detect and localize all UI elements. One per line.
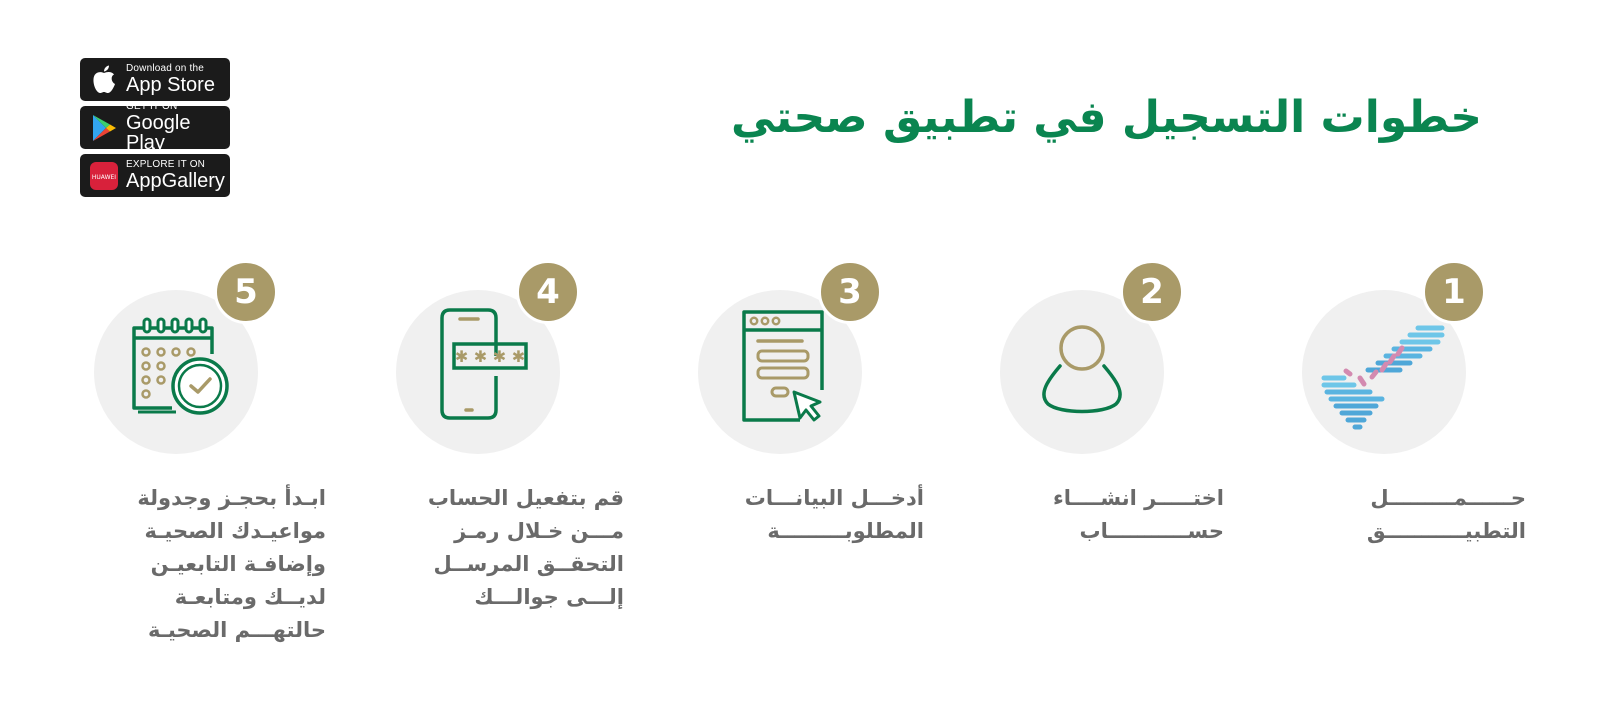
step-5-number: 5: [214, 260, 278, 324]
step-1-line-2: التطبيـــــــــــق: [1366, 519, 1526, 543]
step-5-line-1: ابـدأ بحجـز وجدولة: [137, 486, 326, 510]
step-3-description: [672, 482, 924, 548]
google-play-icon: [88, 113, 120, 143]
google-play-small-text: GET IT ON: [126, 101, 178, 112]
appgallery-badge[interactable]: [80, 154, 230, 197]
step-3-number: 3: [818, 260, 882, 324]
step-1-description: [1276, 482, 1526, 548]
huawei-logo-text: HUAWEI: [91, 173, 117, 181]
step-4-line-1: قم بتفعيل الحساب: [427, 486, 624, 510]
step-4-activate-account: [338, 260, 598, 450]
step-2-line-2: حســـــــــــاب: [1079, 519, 1224, 543]
step-4-line-4: إلـــى جوالـــك: [474, 585, 624, 609]
step-3-line-1: أدخـــل البيانـــات: [744, 486, 924, 510]
appgallery-name: AppGallery: [126, 170, 225, 192]
step-2-number: 2: [1120, 260, 1184, 324]
step-2-description: [974, 482, 1224, 548]
step-3-line-2: المطلوبـــــــــة: [767, 519, 924, 543]
step-1-download-app: [1244, 260, 1504, 450]
apple-icon: [88, 65, 120, 95]
step-4-description: [370, 482, 624, 614]
step-3-enter-data: [640, 260, 900, 450]
step-1-line-1: حــــــمـــــــــل: [1370, 486, 1526, 510]
step-5-line-2: مواعيـدك الصحيـة: [144, 519, 326, 543]
app-store-badge[interactable]: [80, 58, 230, 101]
step-2-create-account: [942, 260, 1202, 450]
appgallery-small-text: EXPLORE IT ON: [126, 159, 206, 170]
huawei-appgallery-icon: [88, 161, 120, 191]
app-store-name: App Store: [126, 74, 215, 96]
store-badges: [80, 58, 230, 202]
step-4-line-3: التحقــق المرســل: [433, 552, 624, 576]
step-5-description: [72, 482, 326, 647]
google-play-badge[interactable]: [80, 101, 230, 154]
step-4-number: 4: [516, 260, 580, 324]
page-title: خطوات التسجيل في تطبيق صحتي: [730, 92, 1482, 143]
step-5-line-4: لديــك ومتابعـة: [174, 585, 326, 609]
step-4-line-2: مـــن خـلال رمـز: [454, 519, 624, 543]
step-1-number: 1: [1422, 260, 1486, 324]
step-5-book-appointments: [36, 260, 296, 450]
svg-text:✱ ✱ ✱ ✱: ✱ ✱ ✱ ✱: [454, 347, 526, 366]
step-5-line-5: حالتهـــم الصحيـة: [147, 618, 326, 642]
step-5-line-3: وإضافـة التابعيـن: [150, 552, 326, 576]
google-play-name: Google Play: [126, 112, 191, 154]
step-2-line-1: اختـــــر انشــــاء: [1053, 486, 1224, 510]
app-store-small-text: Download on the: [126, 63, 205, 74]
